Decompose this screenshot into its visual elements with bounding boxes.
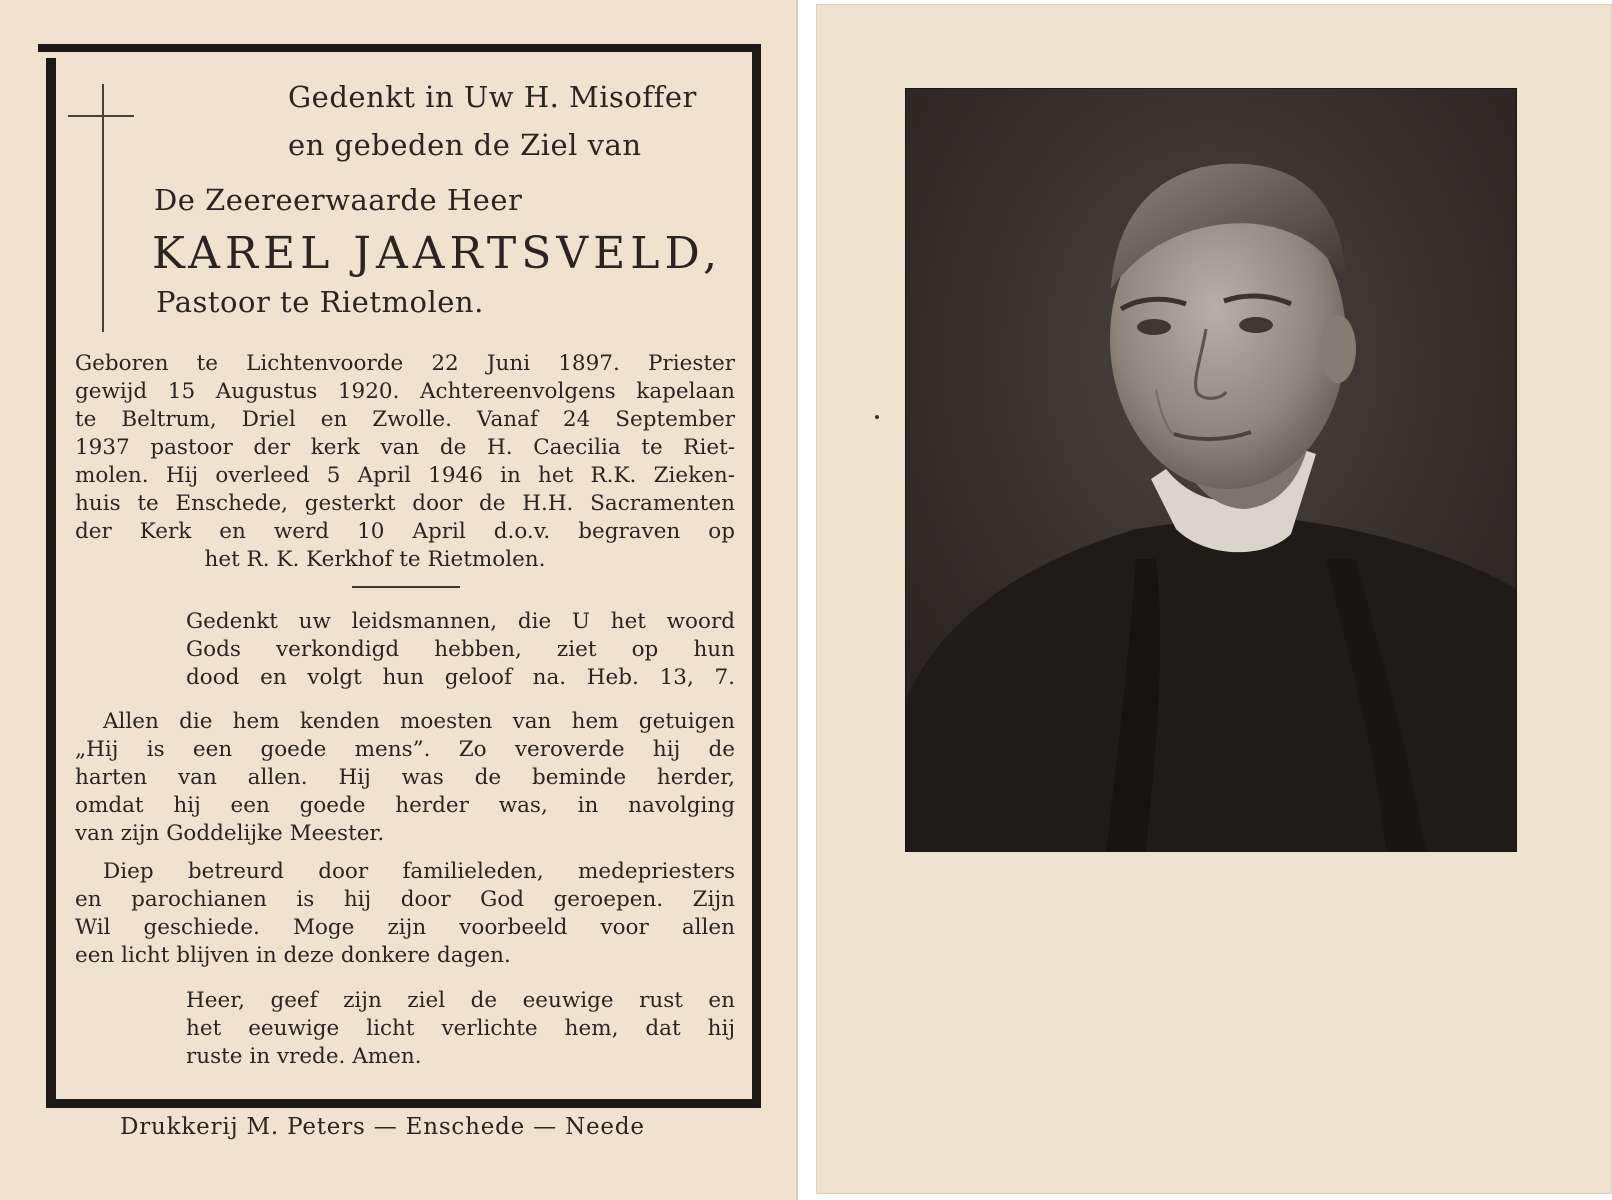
bio-line: gewijd 15 Augustus 1920. Achtereenvolgens kapelaan	[75, 379, 735, 404]
printer-credit: Drukkerij M. Peters — Enschede — Neede	[120, 1114, 645, 1140]
closing-prayer	[186, 987, 735, 1071]
scripture-line: Gods verkondigd hebben, ziet op hun	[186, 637, 735, 662]
mourning-border-bottom	[46, 1099, 761, 1108]
scripture-line: Gedenkt uw leidsmannen, die U het woord	[186, 609, 735, 634]
mourning-line: Wil geschiede. Moge zijn voorbeeld voor allen	[75, 915, 735, 940]
bio-line: het R. K. Kerkhof te Rietmolen.	[204, 547, 546, 572]
deceased-name: KAREL JAARTSVELD,	[152, 228, 723, 279]
prayer-line: ruste in vrede. Amen.	[186, 1044, 422, 1069]
memorial-card-front	[0, 0, 798, 1200]
tribute-line: „Hij is een goede mens”. Zo veroverde hij de	[75, 737, 735, 762]
mourning-line: een licht blijven in deze donkere dagen.	[75, 943, 511, 968]
scripture-line: dood en volgt hun geloof na. Heb. 13, 7.	[186, 665, 735, 690]
mourning-border-left	[46, 58, 56, 1103]
honorific-title: De Zeereerwaarde Heer	[154, 183, 523, 217]
mourning-line: en parochianen is hij door God geroepen. Zijn	[75, 887, 735, 912]
bio-line: molen. Hij overleed 5 April 1946 in het R.K. Zieken-	[75, 463, 735, 488]
prayer-line: Heer, geef zijn ziel de eeuwige rust en	[186, 988, 735, 1013]
biography-paragraph	[75, 350, 735, 574]
bio-line: huis te Enschede, gesterkt door de H.H. Sacramenten	[75, 491, 735, 516]
tribute-line: van zijn Goddelijke Meester.	[75, 821, 385, 846]
cross-icon-bar	[68, 115, 134, 117]
intro-line-2: en gebeden de Ziel van	[288, 128, 642, 162]
priest-portrait-image	[906, 89, 1516, 851]
bio-line: 1937 pastoor der kerk van de H. Caecilia te Riet-	[75, 435, 735, 460]
mourning-line: Diep betreurd door familieleden, medepriesters	[103, 859, 735, 884]
deceased-role: Pastoor te Rietmolen.	[156, 285, 484, 319]
section-divider	[352, 586, 460, 588]
mourning-paragraph	[75, 858, 735, 970]
mourning-border-right	[752, 44, 761, 1107]
cross-icon	[102, 84, 104, 332]
tribute-line: harten van allen. Hij was de beminde herder,	[75, 765, 735, 790]
scripture-quote	[186, 608, 735, 692]
bio-line: der Kerk en werd 10 April d.o.v. begraven op	[75, 519, 735, 544]
prayer-line: het eeuwige licht verlichte hem, dat hij	[186, 1016, 735, 1041]
bio-line: te Beltrum, Driel en Zwolle. Vanaf 24 September	[75, 407, 735, 432]
tribute-line: omdat hij een goede herder was, in navolging	[75, 793, 735, 818]
portrait-photo	[905, 88, 1517, 852]
intro-line-1: Gedenkt in Uw H. Misoffer	[288, 80, 697, 114]
bio-line: Geboren te Lichtenvoorde 22 Juni 1897. Priester	[75, 351, 735, 376]
tribute-line: Allen die hem kenden moesten van hem getuigen	[103, 709, 735, 734]
tribute-paragraph	[75, 708, 735, 848]
mourning-border-top	[38, 44, 760, 52]
paper-speck	[875, 415, 879, 419]
